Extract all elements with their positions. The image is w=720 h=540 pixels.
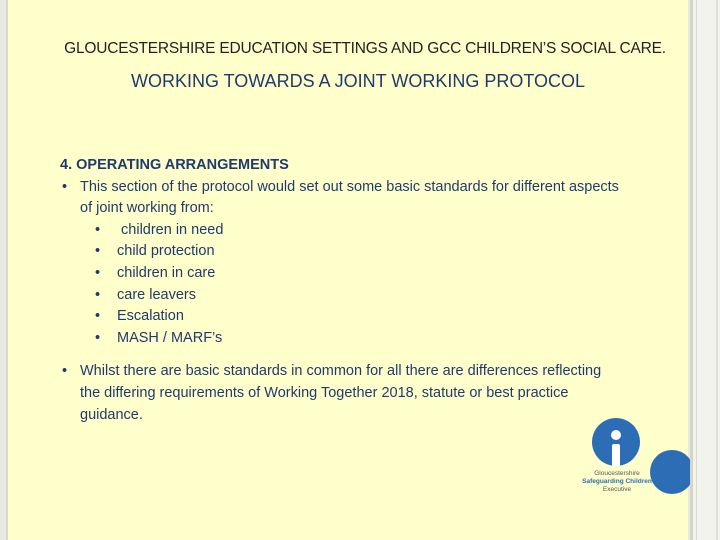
sub-bullet-item (60, 263, 620, 285)
slide (6, 0, 688, 540)
bullet-dot-icon: • (95, 221, 101, 238)
person-icon (592, 418, 640, 466)
logo-circle-decoration (650, 450, 694, 494)
bullet-dot-icon: • (95, 286, 101, 303)
edge-line (716, 0, 718, 540)
section-heading: 4. OPERATING ARRANGEMENTS (60, 157, 289, 173)
sub-bullet-item (60, 285, 620, 307)
sub-bullet-text: care leavers (117, 286, 196, 303)
bullet-dot-icon: • (95, 329, 101, 346)
person-body (612, 444, 620, 466)
bullet-dot-icon: • (95, 243, 101, 260)
logo-line-3: Executive (602, 486, 632, 493)
slide-content (60, 155, 620, 426)
sub-bullet-text: children in need (117, 221, 224, 238)
bullet-text: Whilst there are basic standards in common for all there are differences reflecting the differing requirements of Working Together 2018, statute or best practice guidance. (80, 363, 602, 423)
slide-edge-decoration (690, 0, 720, 540)
sub-bullet-text: MASH / MARF’s (117, 329, 223, 346)
sub-bullet-item (60, 220, 620, 242)
page-title: GLOUCESTERSHIRE EDUCATION SETTINGS AND GCC CHILDREN’S SOCIAL CARE. (64, 40, 666, 57)
page-subtitle: WORKING TOWARDS A JOINT WORKING PROTOCOL (130, 71, 586, 91)
logo-text (578, 470, 656, 494)
sub-bullet-text: Escalation (117, 308, 184, 325)
bullet-item (60, 361, 620, 426)
logo-line-2: Safeguarding Children (582, 478, 652, 485)
spacer (60, 349, 620, 361)
edge-line (696, 0, 697, 540)
person-head (611, 430, 621, 440)
bullet-dot-icon: • (95, 308, 101, 325)
bullet-text: This section of the protocol would set out some basic standards for different aspects of joint working from: (80, 178, 619, 217)
safeguarding-logo (578, 418, 698, 508)
edge-line (690, 0, 693, 540)
sub-bullet-item (60, 328, 620, 350)
bullet-dot-icon: • (62, 363, 68, 380)
bullet-item (60, 177, 620, 220)
sub-bullet-item (60, 306, 620, 328)
sub-bullet-item (60, 241, 620, 263)
sub-bullet-text: children in care (117, 264, 216, 281)
bullet-dot-icon: • (62, 178, 68, 195)
logo-line-1: Gloucestershire (594, 470, 640, 477)
sub-bullet-text: child protection (117, 243, 215, 260)
bullet-dot-icon: • (95, 264, 101, 281)
